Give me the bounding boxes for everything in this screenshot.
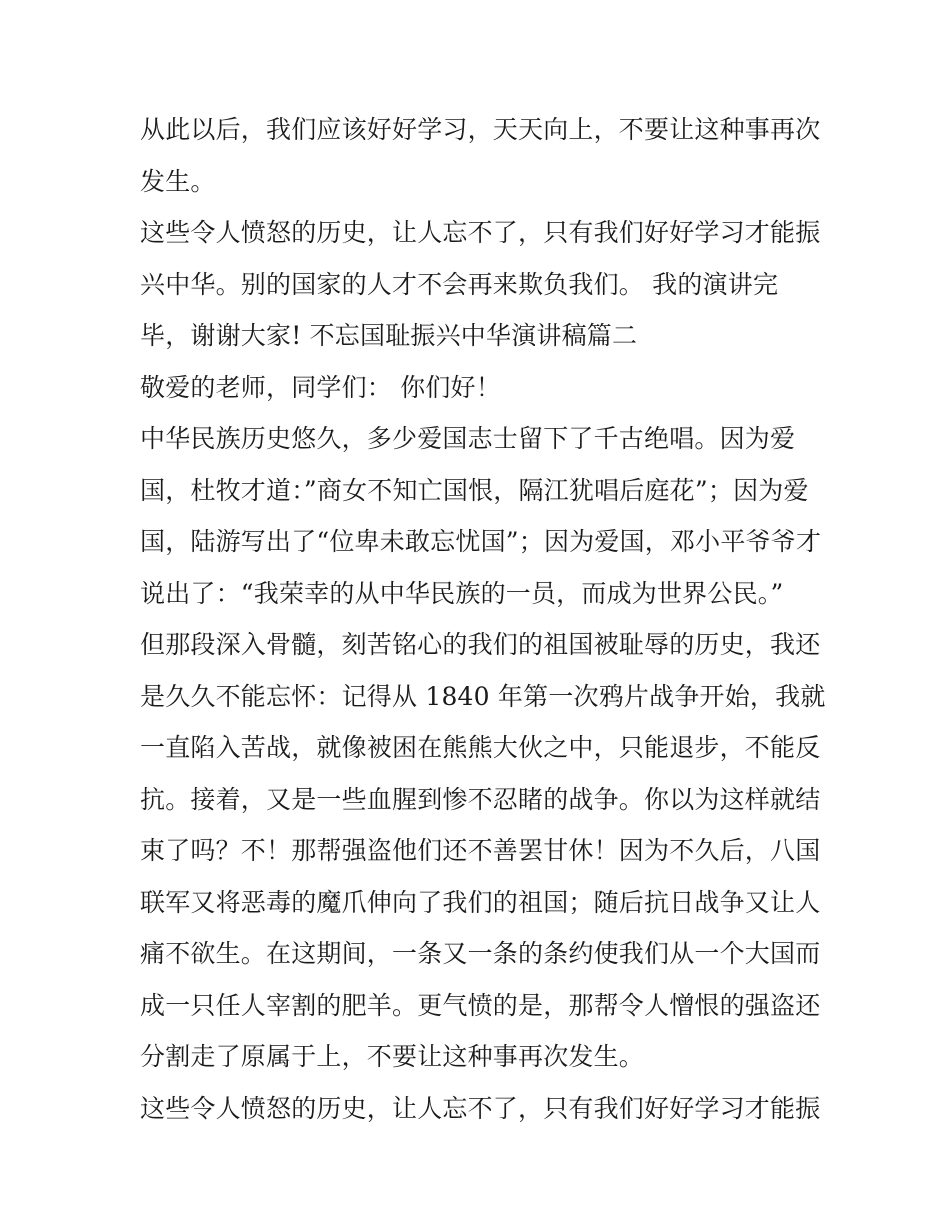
text-line: 但那段深入骨髓，刻苦铭心的我们的祖国被耻辱的历史，我还 [140, 630, 821, 659]
text-line: 抗。接着，又是一些血腥到惨不忍睹的战争。你以为这样就结 [140, 784, 821, 814]
text-line: 一直陷入苦战，就像被困在熊熊大伙之中，只能退步，不能反 [140, 733, 821, 762]
text-line: 束了吗？不！那帮强盗他们还不善罢甘休！因为不久后，八国 [140, 836, 821, 865]
text-line: 分割走了原属于上，不要让这种事再次发生。 [140, 1042, 645, 1071]
text-line: 兴中华。别的国家的人才不会再来欺负我们。 我的演讲完 [140, 269, 779, 299]
text-line: 国，杜牧才道：”商女不知亡国恨，隔江犹唱后庭花”；因为爱 [140, 475, 809, 505]
text-line: 国，陆游写出了“位卑未敢忘忧国”；因为爱国，邓小平爷爷才 [140, 527, 822, 556]
text-line: 这些令人愤怒的历史，让人忘不了，只有我们好好学习才能振 [140, 218, 821, 247]
text-line: 毕，谢谢大家! 不忘国耻振兴中华演讲稿篇二 [140, 321, 638, 350]
text-line: 痛不欲生。在这期间，一条又一条的条约使我们从一个大国而 [140, 939, 821, 968]
text-line: 敬爱的老师，同学们： 你们好！ [140, 372, 501, 402]
text-line: 联军又将恶毒的魔爪伸向了我们的祖国；随后抗日战争又让人 [140, 887, 821, 917]
text-line: 中华民族历史悠久，多少爱国志士留下了千古绝唱。因为爱 [140, 424, 796, 453]
text-line: 说出了：“我荣幸的从中华民族的一员，而成为世界公民。” [140, 578, 784, 608]
text-line: 发生。 [140, 166, 216, 196]
document-body [140, 104, 830, 1134]
text-line: 这些令人愤怒的历史，让人忘不了，只有我们好好学习才能振 [140, 1093, 821, 1123]
text-line: 是久久不能忘怀：记得从 1840 年第一次鸦片战争开始，我就 [140, 681, 826, 711]
text-line: 成一只任人宰割的肥羊。更气愤的是，那帮令人憎恨的强盗还 [140, 990, 821, 1020]
text-line: 从此以后，我们应该好好学习，天天向上，不要让这种事再次 [140, 115, 821, 144]
